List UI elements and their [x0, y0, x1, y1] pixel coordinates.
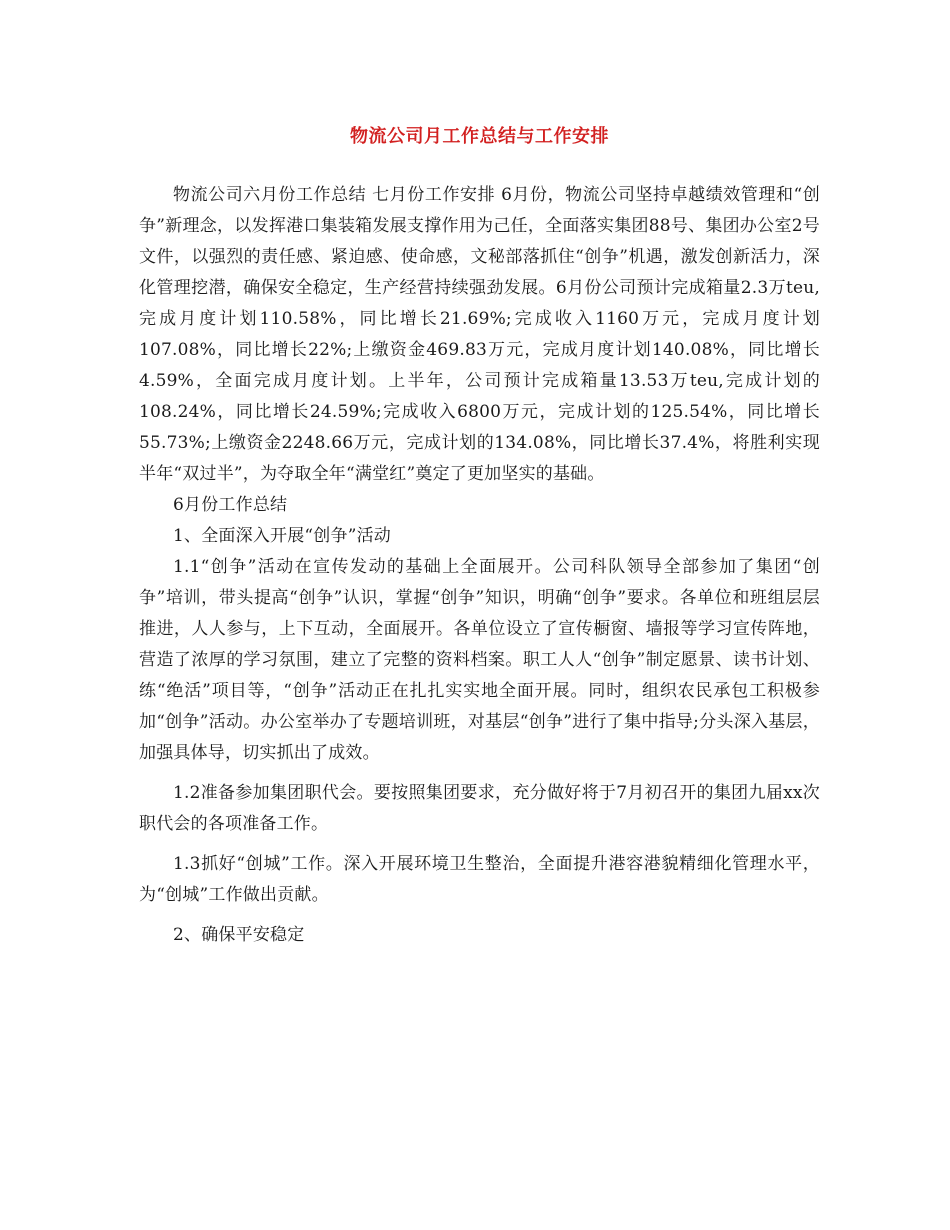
- intro-paragraph: 物流公司六月份工作总结 七月份工作安排 6月份，物流公司坚持卓越绩效管理和“创争”新理念，以发挥港口集装箱发展支撑作用为己任，全面落实集团88号、集团办公室2号文件，以强烈的责任感、紧迫感、使命感，文秘部落抓住“创争”机遇，激发创新活力，深化管理挖潜，确保安全稳定，生产经营持续强劲发展。6月份公司预计完成箱量2.3万teu,完成月度计划110.58%，同比增长21.69%;完成收入1160万元，完成月度计划107.08%，同比增长22%;上缴资金469.83万元，完成月度计划140.08%，同比增长4.59%，全面完成月度计划。上半年，公司预计完成箱量13.53万teu,完成计划的108.24%，同比增长24.59%;完成收入6800万元，完成计划的125.54%，同比增长55.73%;上缴资金2248.66万元，完成计划的134.08%，同比增长37.4%，将胜利实现半年“双过半”，为夺取全年“满堂红”奠定了更加坚实的基础。: [139, 185, 820, 484]
- document-title: 物流公司月工作总结与工作安排: [350, 126, 609, 147]
- paragraph-1-2: 1.2准备参加集团职代会。要按照集团要求，充分做好将于7月初召开的集团九届xx次职代会的各项准备工作。: [139, 783, 820, 834]
- section-heading-1: 1、全面深入开展“创争”活动: [173, 526, 391, 546]
- paragraph-1-1: 1.1“创争”活动在宣传发动的基础上全面展开。公司科队领导全部参加了集团“创争”培训，带头提高“创争”认识，掌握“创争”知识，明确“创争”要求。各单位和班组层层推进，人人参与，上下互动，全面展开。各单位设立了宣传橱窗、墙报等学习宣传阵地，营造了浓厚的学习氛围，建立了完整的资料档案。职工人人“创争”制定愿景、读书计划、练“绝活”项目等，“创争”活动正在扎扎实实地全面开展。同时，组织农民承包工积极参加“创争”活动。办公室举办了专题培训班，对基层“创争”进行了集中指导;分头深入基层，加强具体导，切实抓出了成效。: [139, 557, 820, 763]
- paragraph-1-3: 1.3抓好“创城”工作。深入开展环境卫生整治，全面提升港容港貌精细化管理水平，为“创城”工作做出贡献。: [139, 854, 820, 905]
- document-body: [139, 180, 820, 951]
- section-heading-2: 2、确保平安稳定: [173, 925, 305, 945]
- section-heading-june-summary: 6月份工作总结: [173, 495, 288, 515]
